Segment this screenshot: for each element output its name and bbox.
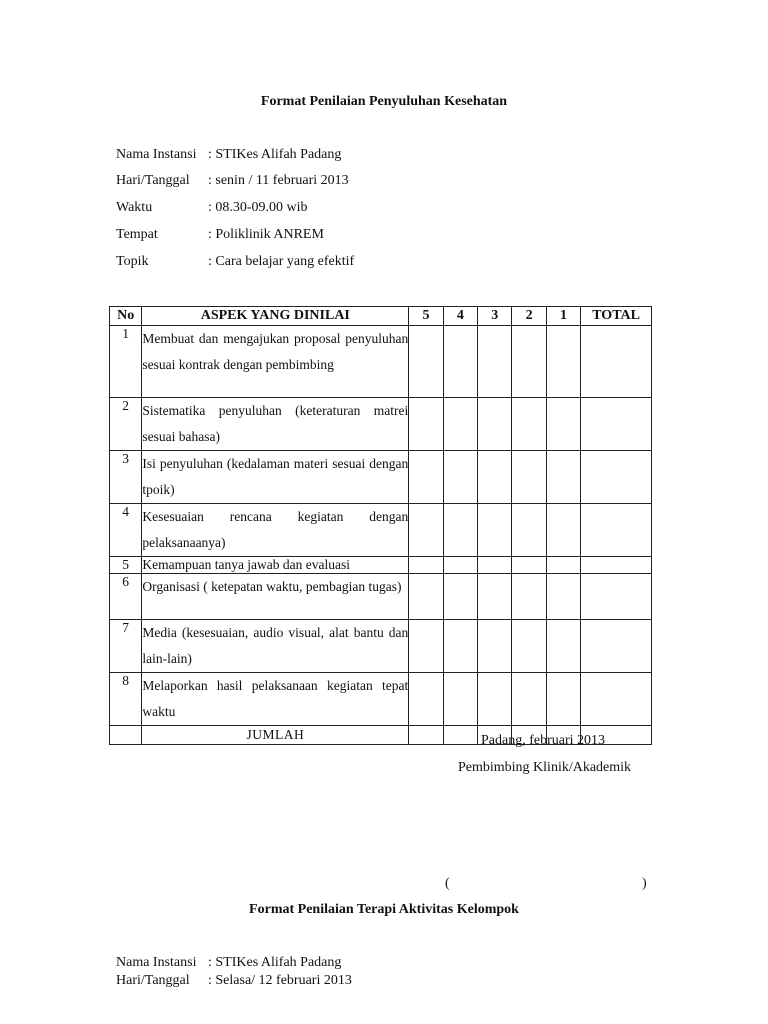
score-cell-3[interactable] [478,574,512,620]
table-row [110,673,652,726]
row-aspek: Isi penyuluhan (kedalaman materi sesuai dengan tpoik) [142,451,409,504]
row-number: 7 [110,620,142,673]
score-cell-3[interactable] [478,326,512,398]
table-row [110,620,652,673]
row-aspek: Media (kesesuaian, audio visual, alat bantu dan lain-lain) [142,620,409,673]
score-cell-5[interactable] [409,398,443,451]
score-cell-1[interactable] [546,673,580,726]
place-date: Padang, februari 2013 [481,733,606,748]
table-header-row [110,307,652,326]
jumlah-no-cell [110,726,142,745]
score-cell-4[interactable] [443,326,477,398]
signature-paren-open: ( [445,876,450,891]
table-row [110,574,652,620]
score-cell-3[interactable] [478,451,512,504]
score-cell-5[interactable] [409,673,443,726]
score-cell-5[interactable] [409,451,443,504]
score-cell-4[interactable] [443,398,477,451]
header-score-3: 3 [478,307,512,326]
header-total: TOTAL [581,307,652,326]
score-cell-4[interactable] [443,557,477,574]
row-aspek: Melaporkan hasil pelaksanaan kegiatan tepat waktu [142,673,409,726]
score-cell-1[interactable] [546,451,580,504]
score-cell-5[interactable] [409,620,443,673]
score-cell-2[interactable] [512,326,546,398]
score-cell-1[interactable] [546,326,580,398]
score-cell-5[interactable] [409,504,443,557]
info-label: Nama Instansi [116,147,197,162]
total-cell[interactable] [581,398,652,451]
info-value: : 08.30-09.00 wib [208,200,308,215]
info-value: : STIKes Alifah Padang [208,147,342,162]
form2-title: Format Penilaian Terapi Aktivitas Kelompok [249,902,519,917]
info-value: : Selasa/ 12 februari 2013 [208,973,352,988]
score-cell-2[interactable] [512,673,546,726]
score-cell-5[interactable] [409,326,443,398]
score-cell-3[interactable] [478,504,512,557]
score-cell-5[interactable] [409,557,443,574]
info-label: Hari/Tanggal [116,973,190,988]
total-cell[interactable] [581,620,652,673]
total-cell[interactable] [581,574,652,620]
row-aspek: Organisasi ( ketepatan waktu, pembagian tugas) [142,574,409,620]
info-value: : Poliklinik ANREM [208,227,324,242]
info-row-topik [116,254,354,274]
row-number: 8 [110,673,142,726]
total-cell[interactable] [581,673,652,726]
row-aspek: Membuat dan mengajukan proposal penyuluhan sesuai kontrak dengan pembimbing [142,326,409,398]
row-number: 5 [110,557,142,574]
score-cell-3[interactable] [478,398,512,451]
table-row [110,504,652,557]
score-cell-4[interactable] [443,574,477,620]
total-cell[interactable] [581,504,652,557]
total-cell[interactable] [581,557,652,574]
score-cell-4[interactable] [443,673,477,726]
score-cell-2[interactable] [512,398,546,451]
total-cell[interactable] [581,326,652,398]
score-cell-4[interactable] [443,620,477,673]
row-aspek: Kesesuaian rencana kegiatan dengan pelaksanaanya) [142,504,409,557]
score-cell-2[interactable] [512,557,546,574]
info-value: : STIKes Alifah Padang [208,955,342,970]
info-row-hari-tanggal [116,173,349,193]
assessment-table [109,306,652,745]
row-number: 1 [110,326,142,398]
score-cell-2[interactable] [512,574,546,620]
row-number: 3 [110,451,142,504]
info-row-tempat [116,227,324,247]
row-number: 6 [110,574,142,620]
row-number: 2 [110,398,142,451]
form2-info-row-instansi [116,955,341,975]
info-label: Nama Instansi [116,955,197,970]
score-cell-1[interactable] [546,557,580,574]
signer-title: Pembimbing Klinik/Akademik [458,760,632,775]
info-value: : senin / 11 februari 2013 [208,173,349,188]
table-row [110,557,652,574]
info-label: Tempat [116,227,158,242]
score-cell-4[interactable] [443,504,477,557]
table-row [110,451,652,504]
table-row [110,398,652,451]
header-no: No [110,307,142,326]
row-aspek: Kemampuan tanya jawab dan evaluasi [142,557,409,574]
row-number: 4 [110,504,142,557]
form1-title: Format Penilaian Penyuluhan Kesehatan [260,94,508,109]
jumlah-label: JUMLAH [142,726,409,745]
score-cell-2[interactable] [512,620,546,673]
info-label: Topik [116,254,149,269]
score-cell-5[interactable] [409,726,443,745]
header-score-2: 2 [512,307,546,326]
info-label: Waktu [116,200,153,215]
form2-info-row-hari-tanggal [116,973,352,993]
score-cell-1[interactable] [546,504,580,557]
score-cell-1[interactable] [546,574,580,620]
score-cell-3[interactable] [478,673,512,726]
score-cell-2[interactable] [512,504,546,557]
score-cell-1[interactable] [546,398,580,451]
info-row-instansi [116,147,341,167]
score-cell-4[interactable] [443,726,477,745]
info-row-waktu [116,200,308,220]
header-aspek: ASPEK YANG DINILAI [142,307,409,326]
score-cell-2[interactable] [512,451,546,504]
score-cell-3[interactable] [478,620,512,673]
row-aspek: Sistematika penyuluhan (keteraturan matrei sesuai bahasa) [142,398,409,451]
info-label: Hari/Tanggal [116,173,190,188]
header-score-1: 1 [546,307,580,326]
header-score-4: 4 [443,307,477,326]
score-cell-5[interactable] [409,574,443,620]
info-value: : Cara belajar yang efektif [208,254,355,269]
score-cell-1[interactable] [546,620,580,673]
table-row [110,326,652,398]
score-cell-3[interactable] [478,557,512,574]
signature-paren-close: ) [642,876,647,891]
total-cell[interactable] [581,451,652,504]
score-cell-4[interactable] [443,451,477,504]
header-score-5: 5 [409,307,443,326]
